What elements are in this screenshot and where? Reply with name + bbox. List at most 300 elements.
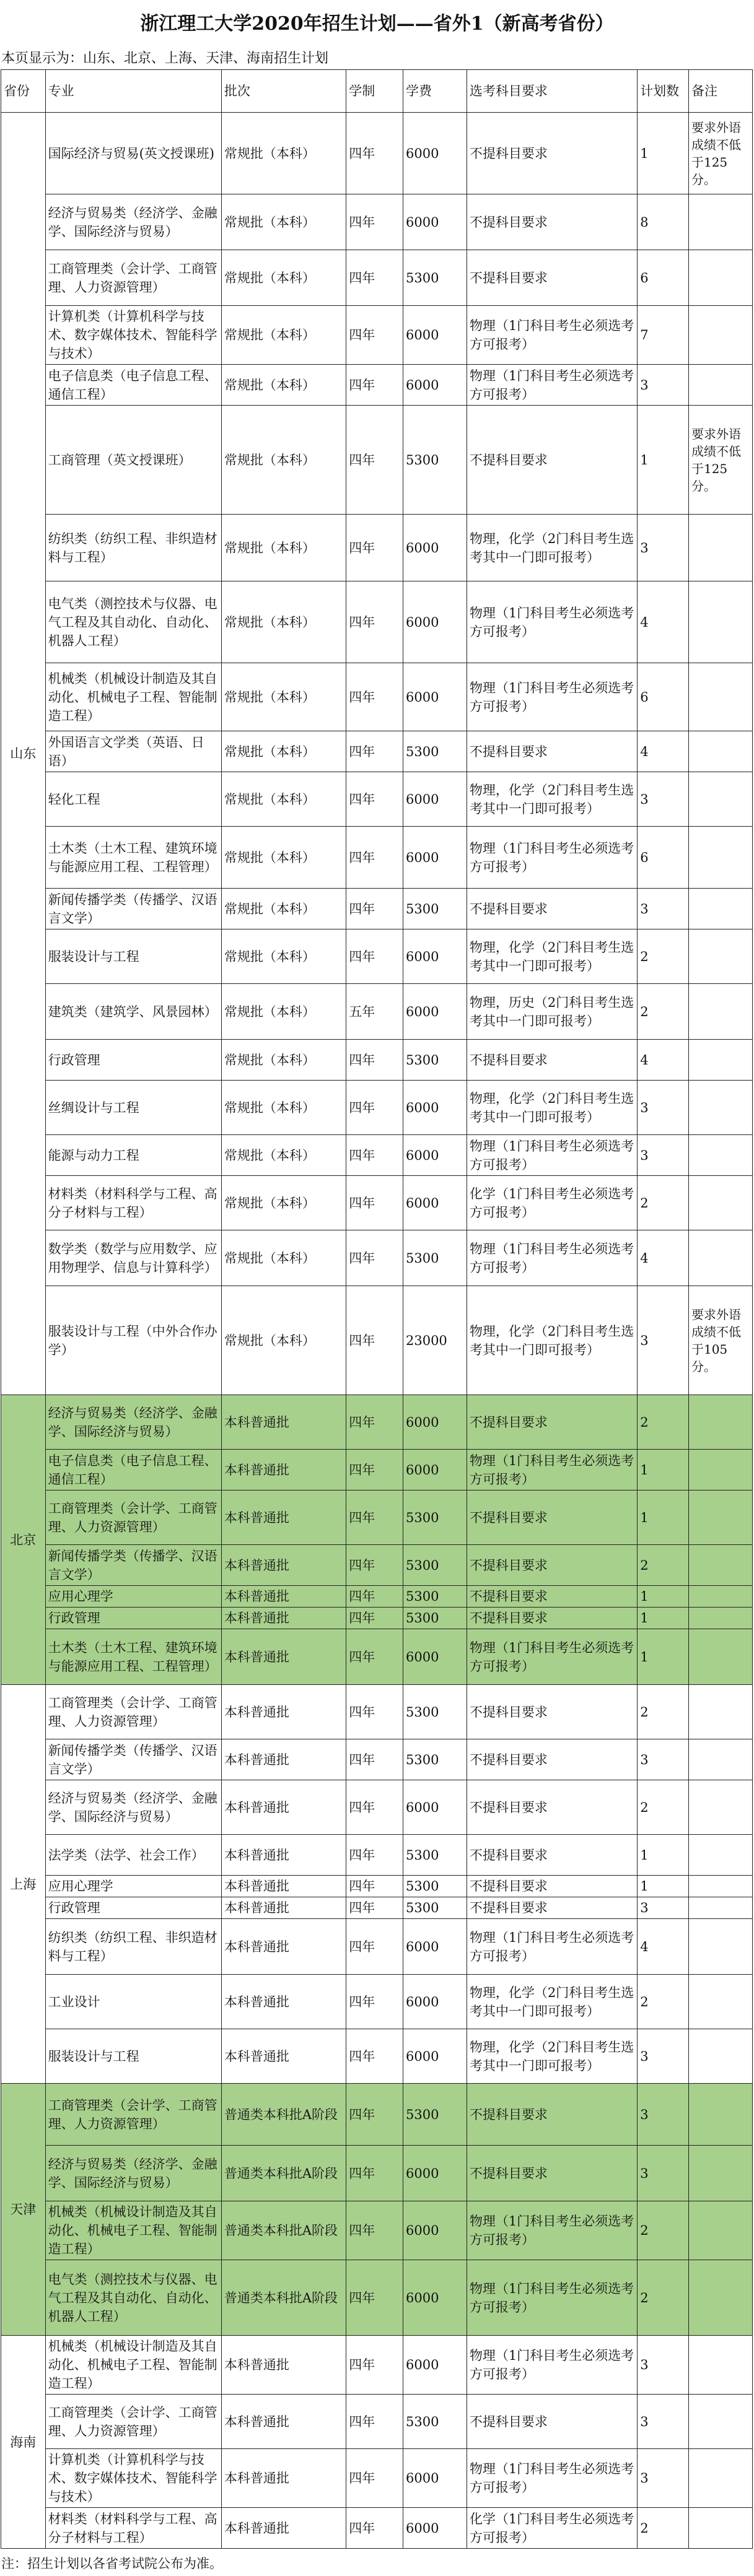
cell-major: 行政管理: [45, 1608, 221, 1629]
table-body: [1, 113, 753, 2549]
cell-major: 工商管理类（会计学、工商管理、人力资源管理）: [45, 2084, 221, 2146]
cell-batch: 普通类本科批A阶段: [221, 2201, 346, 2260]
cell-fee: 6000: [403, 515, 467, 581]
cell-fee: 6000: [403, 663, 467, 731]
cell-plan-count: 6: [638, 250, 689, 306]
cell-note: [688, 663, 752, 731]
cell-requirement: 不提科目要求: [467, 406, 637, 515]
cell-note: [688, 1135, 752, 1176]
cell-major: 外国语言文学类（英语、日语）: [45, 731, 221, 772]
cell-requirement: 不提科目要求: [467, 1780, 637, 1835]
cell-batch: 本科普通批: [221, 1685, 346, 1739]
cell-note: [688, 1081, 752, 1135]
cell-province: 上海: [1, 1685, 46, 2084]
cell-major: 计算机类（计算机科学与技术、数字媒体技术、智能科学与技术）: [45, 2449, 221, 2508]
cell-requirement: 物理，历史（2门科目考生选考其中一门即可报考）: [467, 984, 637, 1040]
cell-major: 经济与贸易类（经济学、金融学、国际经济与贸易）: [45, 194, 221, 250]
cell-note: [688, 984, 752, 1040]
cell-major: 法学类（法学、社会工作）: [45, 1835, 221, 1876]
cell-requirement: 物理（1门科目考生必须选考方可报考）: [467, 1629, 637, 1685]
cell-plan-count: 1: [638, 1450, 689, 1490]
cell-major: 材料类（材料科学与工程、高分子材料与工程）: [45, 2508, 221, 2549]
cell-note: 要求外语成绩不低于125分。: [688, 406, 752, 515]
cell-batch: 本科普通批: [221, 1780, 346, 1835]
cell-requirement: 不提科目要求: [467, 889, 637, 929]
cell-fee: 5300: [403, 2084, 467, 2146]
cell-batch: 常规批（本科）: [221, 1135, 346, 1176]
cell-fee: 5300: [403, 1608, 467, 1629]
cell-major: 机械类（机械设计制造及其自动化、机械电子工程、智能制造工程）: [45, 663, 221, 731]
cell-fee: 6000: [403, 929, 467, 984]
cell-plan-count: 3: [638, 1286, 689, 1395]
cell-requirement: 物理，化学（2门科目考生选考其中一门即可报考）: [467, 2029, 637, 2084]
cell-years: 四年: [346, 2336, 403, 2395]
cell-note: [688, 1835, 752, 1876]
cell-years: 四年: [346, 1780, 403, 1835]
cell-years: 四年: [346, 194, 403, 250]
table-row: [1, 2260, 753, 2336]
cell-fee: 5300: [403, 1490, 467, 1545]
cell-batch: 常规批（本科）: [221, 731, 346, 772]
cell-requirement: 物理（1门科目考生必须选考方可报考）: [467, 663, 637, 731]
cell-plan-count: 2: [638, 2260, 689, 2336]
cell-requirement: 物理（1门科目考生必须选考方可报考）: [467, 1919, 637, 1975]
table-row: [1, 2508, 753, 2549]
cell-note: [688, 2508, 752, 2549]
cell-fee: 5300: [403, 406, 467, 515]
cell-requirement: 物理，化学（2门科目考生选考其中一门即可报考）: [467, 772, 637, 827]
cell-note: 要求外语成绩不低于105分。: [688, 1286, 752, 1395]
cell-years: 四年: [346, 1685, 403, 1739]
cell-years: 四年: [346, 1975, 403, 2029]
cell-plan-count: 3: [638, 1081, 689, 1135]
cell-plan-count: 1: [638, 406, 689, 515]
table-row: [1, 889, 753, 929]
table-row: [1, 1876, 753, 1897]
cell-major: 应用心理学: [45, 1586, 221, 1608]
cell-fee: 6000: [403, 1450, 467, 1490]
table-row: [1, 1608, 753, 1629]
cell-note: [688, 1919, 752, 1975]
table-row: [1, 1450, 753, 1490]
cell-plan-count: 7: [638, 306, 689, 365]
cell-batch: 本科普通批: [221, 1450, 346, 1490]
cell-batch: 常规批（本科）: [221, 984, 346, 1040]
cell-note: [688, 889, 752, 929]
cell-major: 应用心理学: [45, 1876, 221, 1897]
header-province: 省份: [1, 70, 46, 113]
table-row: [1, 1545, 753, 1586]
cell-batch: 本科普通批: [221, 1586, 346, 1608]
table-row: [1, 581, 753, 663]
cell-years: 四年: [346, 1395, 403, 1450]
cell-requirement: 不提科目要求: [467, 1897, 637, 1919]
cell-fee: 5300: [403, 1835, 467, 1876]
table-row: [1, 2029, 753, 2084]
cell-years: 四年: [346, 1490, 403, 1545]
cell-major: 电子信息类（电子信息工程、通信工程）: [45, 1450, 221, 1490]
cell-note: [688, 1629, 752, 1685]
cell-batch: 常规批（本科）: [221, 581, 346, 663]
cell-years: 四年: [346, 2508, 403, 2549]
cell-major: 建筑类（建筑学、风景园林）: [45, 984, 221, 1040]
cell-requirement: 物理（1门科目考生必须选考方可报考）: [467, 2201, 637, 2260]
cell-batch: 常规批（本科）: [221, 365, 346, 406]
cell-years: 四年: [346, 306, 403, 365]
cell-plan-count: 3: [638, 1135, 689, 1176]
table-row: [1, 1835, 753, 1876]
cell-major: 工业设计: [45, 1975, 221, 2029]
cell-fee: 6000: [403, 581, 467, 663]
cell-major: 电气类（测控技术与仪器、电气工程及其自动化、自动化、机器人工程）: [45, 581, 221, 663]
header-fee: 学费: [403, 70, 467, 113]
table-row: [1, 1685, 753, 1739]
cell-requirement: 物理，化学（2门科目考生选考其中一门即可报考）: [467, 1286, 637, 1395]
header-requirement: 选考科目要求: [467, 70, 637, 113]
table-row: [1, 663, 753, 731]
cell-requirement: 化学（1门科目考生必须选考方可报考）: [467, 1176, 637, 1230]
cell-major: 经济与贸易类（经济学、金融学、国际经济与贸易）: [45, 1395, 221, 1450]
footer-note: 注：招生计划以各省考试院公布为准。: [1, 2556, 222, 2571]
cell-fee: 5300: [403, 731, 467, 772]
cell-requirement: 不提科目要求: [467, 731, 637, 772]
cell-major: 行政管理: [45, 1040, 221, 1081]
cell-years: 四年: [346, 2395, 403, 2449]
cell-years: 四年: [346, 1629, 403, 1685]
cell-note: [688, 1897, 752, 1919]
cell-note: [688, 1450, 752, 1490]
cell-plan-count: 3: [638, 2449, 689, 2508]
cell-years: 四年: [346, 1876, 403, 1897]
cell-batch: 本科普通批: [221, 2449, 346, 2508]
cell-batch: 常规批（本科）: [221, 113, 346, 194]
cell-note: [688, 2201, 752, 2260]
cell-requirement: 物理，化学（2门科目考生选考其中一门即可报考）: [467, 1081, 637, 1135]
cell-major: 新闻传播学类（传播学、汉语言文学）: [45, 1739, 221, 1780]
cell-requirement: 物理（1门科目考生必须选考方可报考）: [467, 581, 637, 663]
table-row: [1, 2201, 753, 2260]
cell-fee: 5300: [403, 1685, 467, 1739]
cell-plan-count: 1: [638, 113, 689, 194]
cell-plan-count: 3: [638, 2029, 689, 2084]
cell-years: 四年: [346, 1586, 403, 1608]
cell-major: 纺织类（纺织工程、非织造材料与工程）: [45, 1919, 221, 1975]
header-batch: 批次: [221, 70, 346, 113]
header-major: 专业: [45, 70, 221, 113]
cell-years: 四年: [346, 250, 403, 306]
cell-fee: 5300: [403, 1739, 467, 1780]
cell-plan-count: 2: [638, 2508, 689, 2549]
cell-fee: 6000: [403, 1135, 467, 1176]
cell-plan-count: 2: [638, 984, 689, 1040]
cell-note: [688, 1176, 752, 1230]
cell-fee: 6000: [403, 2201, 467, 2260]
cell-batch: 本科普通批: [221, 1395, 346, 1450]
table-header-row: [1, 70, 753, 113]
cell-requirement: 不提科目要求: [467, 1040, 637, 1081]
cell-fee: 6000: [403, 2336, 467, 2395]
cell-batch: 常规批（本科）: [221, 1230, 346, 1286]
cell-plan-count: 2: [638, 1545, 689, 1586]
cell-plan-count: 3: [638, 365, 689, 406]
table-row: [1, 984, 753, 1040]
cell-note: [688, 2084, 752, 2146]
cell-batch: 本科普通批: [221, 1897, 346, 1919]
cell-plan-count: 6: [638, 827, 689, 889]
table-row: [1, 1176, 753, 1230]
cell-years: 四年: [346, 581, 403, 663]
cell-fee: 5300: [403, 1876, 467, 1897]
cell-years: 四年: [346, 2029, 403, 2084]
cell-batch: 本科普通批: [221, 1545, 346, 1586]
cell-note: [688, 1230, 752, 1286]
cell-fee: 5300: [403, 1040, 467, 1081]
cell-years: 四年: [346, 1040, 403, 1081]
table-row: [1, 1919, 753, 1975]
cell-batch: 常规批（本科）: [221, 515, 346, 581]
cell-plan-count: 3: [638, 889, 689, 929]
cell-plan-count: 2: [638, 1975, 689, 2029]
cell-major: 新闻传播学类（传播学、汉语言文学）: [45, 1545, 221, 1586]
cell-requirement: 不提科目要求: [467, 1685, 637, 1739]
cell-major: 轻化工程: [45, 772, 221, 827]
table-row: [1, 365, 753, 406]
cell-fee: 6000: [403, 1919, 467, 1975]
cell-requirement: 物理（1门科目考生必须选考方可报考）: [467, 2260, 637, 2336]
cell-province: 山东: [1, 113, 46, 1395]
cell-years: 四年: [346, 827, 403, 889]
cell-fee: 6000: [403, 2260, 467, 2336]
cell-note: [688, 2336, 752, 2395]
cell-requirement: 不提科目要求: [467, 1490, 637, 1545]
cell-batch: 常规批（本科）: [221, 663, 346, 731]
cell-batch: 常规批（本科）: [221, 250, 346, 306]
cell-major: 国际经济与贸易(英文授课班): [45, 113, 221, 194]
cell-fee: 5300: [403, 2395, 467, 2449]
cell-requirement: 不提科目要求: [467, 113, 637, 194]
cell-fee: 6000: [403, 1975, 467, 2029]
cell-fee: 6000: [403, 2508, 467, 2549]
enrollment-plan-table: [1, 69, 753, 2549]
cell-years: 四年: [346, 929, 403, 984]
cell-fee: 6000: [403, 306, 467, 365]
table-row: [1, 194, 753, 250]
cell-major: 工商管理（英文授课班）: [45, 406, 221, 515]
cell-note: [688, 1685, 752, 1739]
table-row: [1, 1286, 753, 1395]
cell-note: [688, 2260, 752, 2336]
cell-years: 四年: [346, 1135, 403, 1176]
cell-fee: 6000: [403, 194, 467, 250]
table-row: [1, 1135, 753, 1176]
table-row: [1, 1081, 753, 1135]
cell-years: 四年: [346, 1450, 403, 1490]
cell-fee: 6000: [403, 1629, 467, 1685]
table-row: [1, 827, 753, 889]
cell-fee: 6000: [403, 1395, 467, 1450]
header-plan-count: 计划数: [638, 70, 689, 113]
cell-major: 工商管理类（会计学、工商管理、人力资源管理）: [45, 250, 221, 306]
cell-plan-count: 1: [638, 1876, 689, 1897]
cell-requirement: 物理（1门科目考生必须选考方可报考）: [467, 2449, 637, 2508]
cell-major: 计算机类（计算机科学与技术、数字媒体技术、智能科学与技术）: [45, 306, 221, 365]
cell-note: [688, 2449, 752, 2508]
cell-plan-count: 1: [638, 1629, 689, 1685]
cell-requirement: 不提科目要求: [467, 1586, 637, 1608]
table-row: [1, 1586, 753, 1608]
cell-batch: 本科普通批: [221, 1919, 346, 1975]
cell-requirement: 不提科目要求: [467, 1835, 637, 1876]
table-row: [1, 1739, 753, 1780]
cell-plan-count: 2: [638, 1395, 689, 1450]
cell-note: [688, 827, 752, 889]
table-row: [1, 929, 753, 984]
cell-requirement: 不提科目要求: [467, 1739, 637, 1780]
table-row: [1, 1230, 753, 1286]
cell-fee: 6000: [403, 2449, 467, 2508]
cell-major: 能源与动力工程: [45, 1135, 221, 1176]
cell-province: 北京: [1, 1395, 46, 1685]
cell-note: [688, 2029, 752, 2084]
cell-plan-count: 4: [638, 1040, 689, 1081]
cell-requirement: 不提科目要求: [467, 1876, 637, 1897]
cell-major: 纺织类（纺织工程、非织造材料与工程）: [45, 515, 221, 581]
cell-years: 四年: [346, 1608, 403, 1629]
cell-major: 土木类（土木工程、建筑环境与能源应用工程、工程管理）: [45, 827, 221, 889]
table-row: [1, 306, 753, 365]
cell-plan-count: 4: [638, 1230, 689, 1286]
cell-fee: 6000: [403, 2029, 467, 2084]
cell-batch: 本科普通批: [221, 2395, 346, 2449]
cell-batch: 常规批（本科）: [221, 827, 346, 889]
cell-batch: 常规批（本科）: [221, 194, 346, 250]
cell-requirement: 物理（1门科目考生必须选考方可报考）: [467, 1135, 637, 1176]
cell-requirement: 不提科目要求: [467, 1608, 637, 1629]
cell-batch: 本科普通批: [221, 2029, 346, 2084]
table-row: [1, 2336, 753, 2395]
cell-years: 四年: [346, 1919, 403, 1975]
cell-major: 经济与贸易类（经济学、金融学、国际经济与贸易）: [45, 1780, 221, 1835]
cell-plan-count: 2: [638, 2201, 689, 2260]
cell-years: 五年: [346, 984, 403, 1040]
cell-note: [688, 1975, 752, 2029]
cell-years: 四年: [346, 1286, 403, 1395]
cell-batch: 本科普通批: [221, 1608, 346, 1629]
cell-requirement: 物理，化学（2门科目考生选考其中一门即可报考）: [467, 515, 637, 581]
cell-requirement: 物理，化学（2门科目考生选考其中一门即可报考）: [467, 929, 637, 984]
cell-plan-count: 3: [638, 515, 689, 581]
cell-years: 四年: [346, 365, 403, 406]
cell-major: 行政管理: [45, 1897, 221, 1919]
cell-years: 四年: [346, 2449, 403, 2508]
cell-major: 工商管理类（会计学、工商管理、人力资源管理）: [45, 1685, 221, 1739]
cell-province: 海南: [1, 2336, 46, 2549]
table-row: [1, 2146, 753, 2201]
cell-note: [688, 306, 752, 365]
cell-note: [688, 1586, 752, 1608]
cell-note: [688, 1545, 752, 1586]
cell-years: 四年: [346, 113, 403, 194]
cell-years: 四年: [346, 1835, 403, 1876]
cell-batch: 本科普通批: [221, 2336, 346, 2395]
table-row: [1, 1490, 753, 1545]
cell-note: [688, 772, 752, 827]
cell-batch: 常规批（本科）: [221, 1081, 346, 1135]
cell-fee: 6000: [403, 2146, 467, 2201]
cell-plan-count: 1: [638, 1586, 689, 1608]
cell-plan-count: 3: [638, 2336, 689, 2395]
cell-years: 四年: [346, 1545, 403, 1586]
cell-major: 丝绸设计与工程: [45, 1081, 221, 1135]
cell-plan-count: 4: [638, 581, 689, 663]
cell-note: [688, 2146, 752, 2201]
cell-plan-count: 4: [638, 731, 689, 772]
cell-years: 四年: [346, 1230, 403, 1286]
cell-major: 数学类（数学与应用数学、应用物理学、信息与计算科学）: [45, 1230, 221, 1286]
cell-requirement: 不提科目要求: [467, 2146, 637, 2201]
cell-years: 四年: [346, 1897, 403, 1919]
cell-plan-count: 2: [638, 1780, 689, 1835]
cell-requirement: 物理（1门科目考生必须选考方可报考）: [467, 365, 637, 406]
cell-plan-count: 6: [638, 663, 689, 731]
table-row: [1, 2084, 753, 2146]
cell-fee: 5300: [403, 1230, 467, 1286]
cell-plan-count: 3: [638, 1897, 689, 1919]
table-row: [1, 1975, 753, 2029]
table-row: [1, 1897, 753, 1919]
cell-fee: 6000: [403, 984, 467, 1040]
cell-requirement: 不提科目要求: [467, 1545, 637, 1586]
cell-plan-count: 3: [638, 1739, 689, 1780]
cell-major: 电子信息类（电子信息工程、通信工程）: [45, 365, 221, 406]
cell-fee: 6000: [403, 772, 467, 827]
cell-years: 四年: [346, 731, 403, 772]
cell-note: [688, 929, 752, 984]
cell-note: [688, 1395, 752, 1450]
cell-years: 四年: [346, 772, 403, 827]
cell-note: [688, 2395, 752, 2449]
cell-batch: 普通类本科批A阶段: [221, 2084, 346, 2146]
cell-note: [688, 1040, 752, 1081]
cell-years: 四年: [346, 889, 403, 929]
cell-plan-count: 3: [638, 772, 689, 827]
cell-note: [688, 1739, 752, 1780]
cell-fee: 5300: [403, 1586, 467, 1608]
cell-plan-count: 2: [638, 929, 689, 984]
cell-fee: 6000: [403, 1780, 467, 1835]
cell-major: 经济与贸易类（经济学、金融学、国际经济与贸易）: [45, 2146, 221, 2201]
cell-requirement: 化学（1门科目考生必须选考方可报考）: [467, 2508, 637, 2549]
cell-major: 材料类（材料科学与工程、高分子材料与工程）: [45, 1176, 221, 1230]
cell-plan-count: 2: [638, 1685, 689, 1739]
cell-fee: 5300: [403, 250, 467, 306]
cell-years: 四年: [346, 2084, 403, 2146]
cell-batch: 本科普通批: [221, 1876, 346, 1897]
cell-batch: 常规批（本科）: [221, 889, 346, 929]
cell-requirement: 物理（1门科目考生必须选考方可报考）: [467, 1450, 637, 1490]
cell-note: [688, 515, 752, 581]
cell-major: 电气类（测控技术与仪器、电气工程及其自动化、自动化、机器人工程）: [45, 2260, 221, 2336]
cell-requirement: 物理（1门科目考生必须选考方可报考）: [467, 1230, 637, 1286]
header-note: 备注: [688, 70, 752, 113]
cell-batch: 普通类本科批A阶段: [221, 2146, 346, 2201]
cell-note: [688, 1490, 752, 1545]
table-row: [1, 2395, 753, 2449]
cell-plan-count: 1: [638, 1490, 689, 1545]
cell-requirement: 物理（1门科目考生必须选考方可报考）: [467, 2336, 637, 2395]
cell-note: [688, 581, 752, 663]
cell-requirement: 物理（1门科目考生必须选考方可报考）: [467, 306, 637, 365]
